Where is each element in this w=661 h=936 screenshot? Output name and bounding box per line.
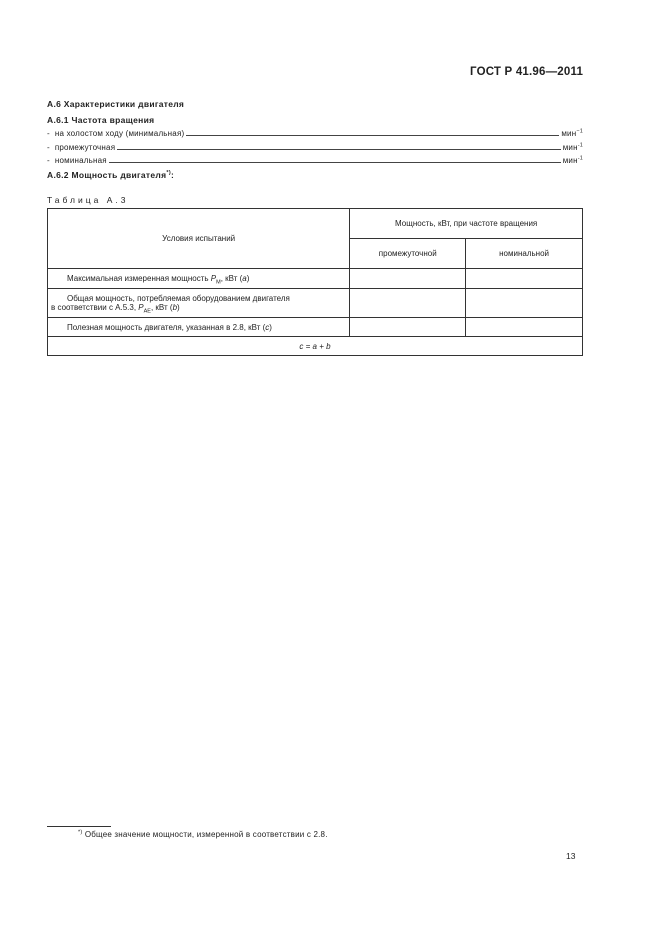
row-net-power-label: Полезная мощность двигателя, указанная в 2.8, кВт (c) — [48, 318, 350, 337]
rpm-idle-label: на холостом ходу (минимальная) — [54, 129, 185, 138]
blank-line — [186, 134, 559, 136]
rpm-unit: мин$^{-1}$ — [561, 128, 583, 138]
rpm-nominal-row — [47, 153, 583, 165]
rpm-nominal-label: номинальная — [54, 156, 107, 165]
cell-nominal — [466, 318, 583, 337]
table-label: Таблица А.3 — [47, 195, 129, 205]
header-conditions: Условия испытаний — [48, 209, 350, 269]
table-row — [48, 318, 583, 337]
blank-line — [117, 148, 560, 150]
header-intermediate: промежуточной — [350, 239, 466, 269]
row-max-power-label: Максимальная измеренная мощность $P_M$, кВт (a) — [48, 269, 350, 289]
header-nominal: номинальной — [466, 239, 583, 269]
table-row — [48, 269, 583, 289]
footnote-text: Общее значение мощности, измеренной в соответствии с 2.8. — [84, 830, 328, 839]
section-a61-title: А.6.1 Частота вращения — [47, 115, 155, 125]
document-code: ГОСТ Р 41.96—2011 — [470, 66, 584, 78]
blank-line — [109, 161, 561, 163]
dash-marker: - — [47, 129, 50, 138]
cell-intermediate — [350, 289, 466, 318]
page-number: 13 — [566, 851, 576, 861]
section-a62-title: А.6.2 Мощность двигателя*): — [47, 170, 175, 180]
rpm-intermediate-label: промежуточная — [54, 143, 116, 152]
cell-nominal — [466, 269, 583, 289]
footnote-ref: *) — [166, 170, 171, 177]
footnote — [78, 830, 328, 839]
rpm-unit: мин$^{-1}$ — [562, 155, 583, 165]
cell-nominal — [466, 289, 583, 318]
table-row — [48, 289, 583, 318]
row-aux-power-label: Общая мощность, потребляемая оборудованием двигателя в соответствии с А.5.3, $P_{AE}$, кВт (b) — [48, 289, 350, 318]
header-power: Мощность, кВт, при частоте вращения — [350, 209, 583, 239]
formula-cell: c = a + b — [48, 337, 583, 356]
rpm-unit: мин$^{-1}$ — [562, 142, 583, 152]
cell-intermediate — [350, 318, 466, 337]
rpm-intermediate-row — [47, 140, 583, 152]
cell-intermediate — [350, 269, 466, 289]
rpm-idle-row — [47, 126, 583, 138]
section-a6-title: А.6 Характеристики двигателя — [47, 99, 185, 109]
table-row — [48, 337, 583, 356]
dash-marker: - — [47, 143, 50, 152]
dash-marker: - — [47, 156, 50, 165]
footnote-mark: *) — [78, 829, 83, 836]
footnote-divider — [47, 826, 111, 827]
power-table — [47, 208, 583, 356]
